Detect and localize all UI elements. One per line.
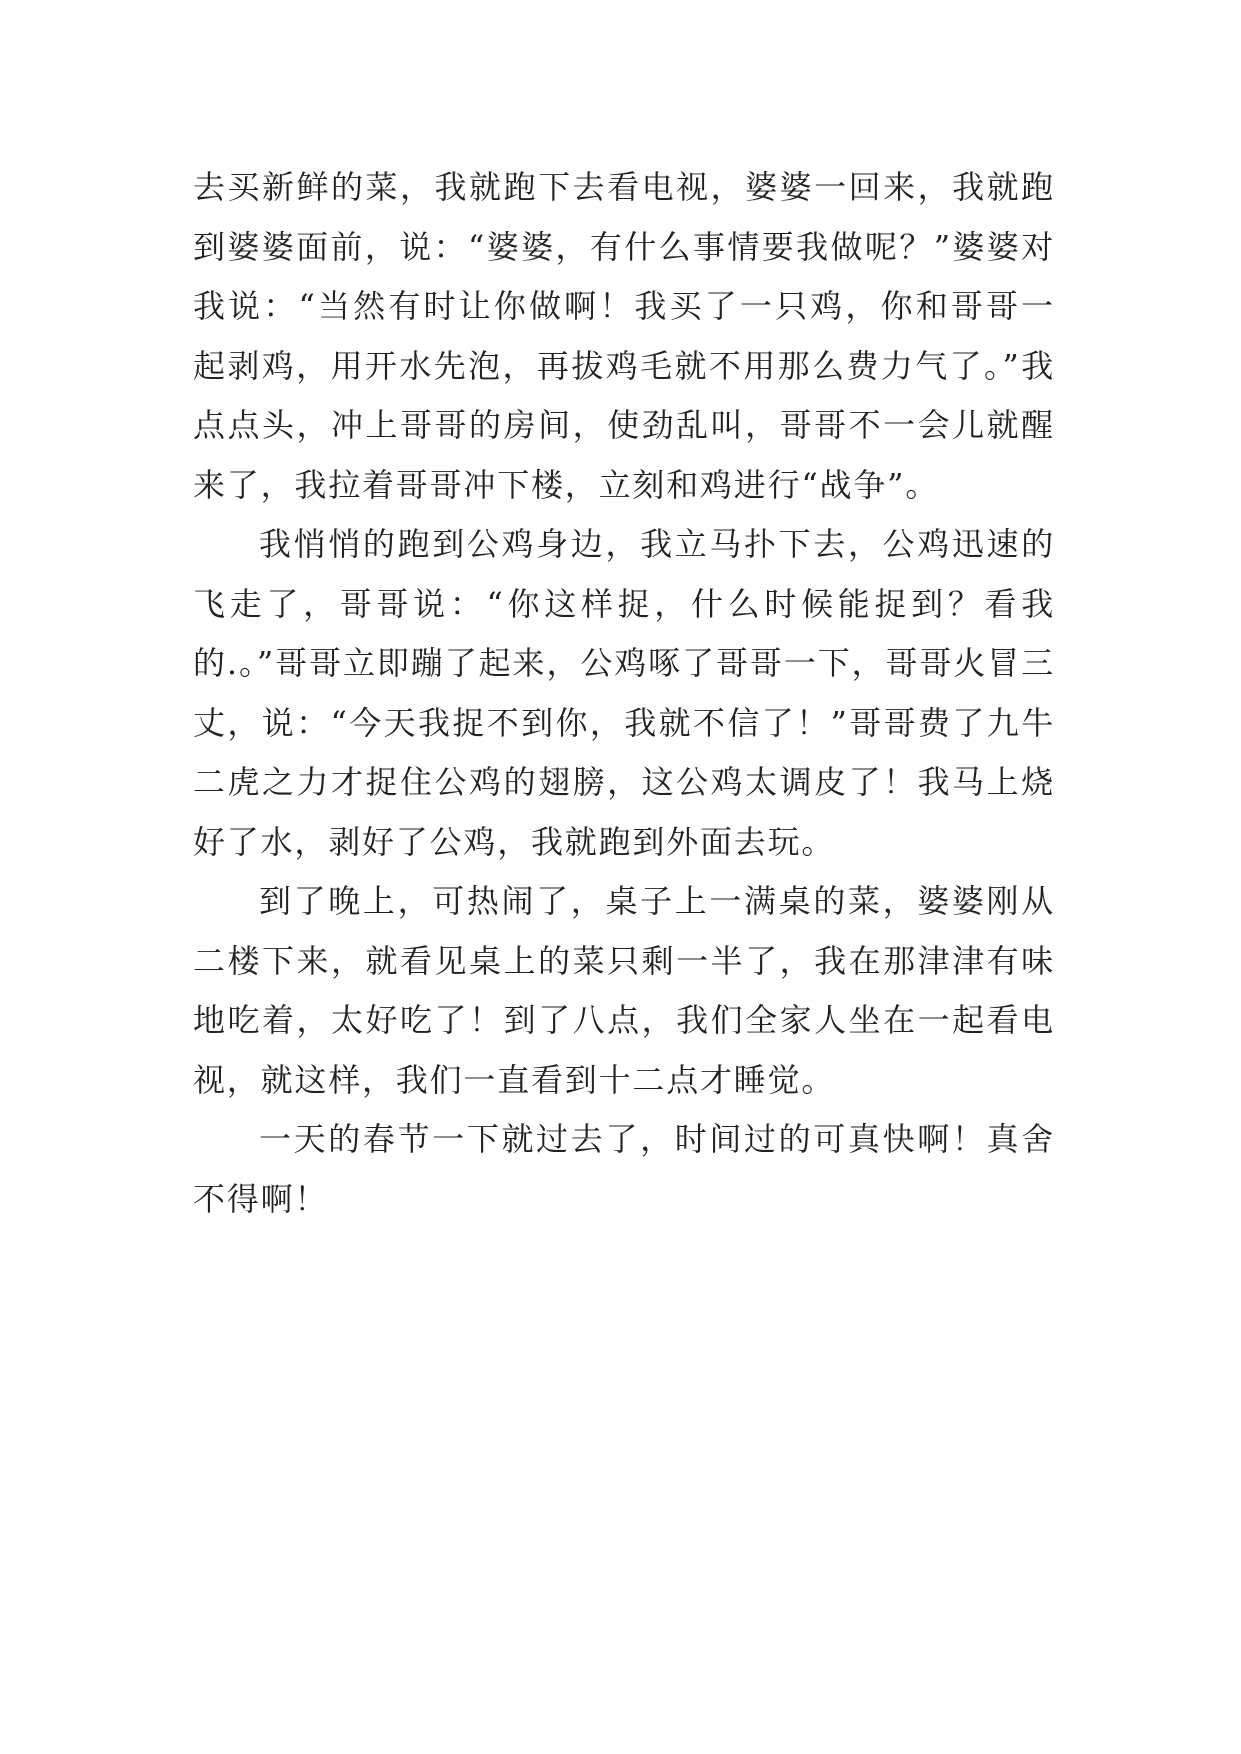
paragraph-3: 到了晚上，可热闹了，桌子上一满桌的菜，婆婆刚从二楼下来，就看见桌上的菜只剩一半了，我在那津津有味地吃着，太好吃了！到了八点，我们全家人坐在一起看电视，就这样，我们一直看到十二点才睡觉。 [193, 882, 1055, 1099]
paragraph-2: 我悄悄的跑到公鸡身边，我立马扑下去，公鸡迅速的飞走了，哥哥说：“你这样捉，什么时候能捉到？看我的.。”哥哥立即蹦了起来，公鸡啄了哥哥一下，哥哥火冒三丈，说：“今天我捉不到你，我就不信了！”哥哥费了九牛二虎之力才捉住公鸡的翅膀，这公鸡太调皮了！我马上烧好了水，剥好了公鸡，我就跑到外面去玩。 [193, 525, 1055, 861]
paragraph-1: 去买新鲜的菜，我就跑下去看电视，婆婆一回来，我就跑到婆婆面前，说：“婆婆，有什么事情要我做呢？”婆婆对我说：“当然有时让你做啊！我买了一只鸡，你和哥哥一起剥鸡，用开水先泡，再拔鸡毛就不用那么费力气了。”我点点头，冲上哥哥的房间，使劲乱叫，哥哥不一会儿就醒来了，我拉着哥哥冲下楼，立刻和鸡进行“战争”。 [193, 168, 1055, 504]
paragraph-4: 一天的春节一下就过去了，时间过的可真快啊！真舍不得啊！ [193, 1120, 1055, 1218]
document-body [193, 158, 1055, 1229]
